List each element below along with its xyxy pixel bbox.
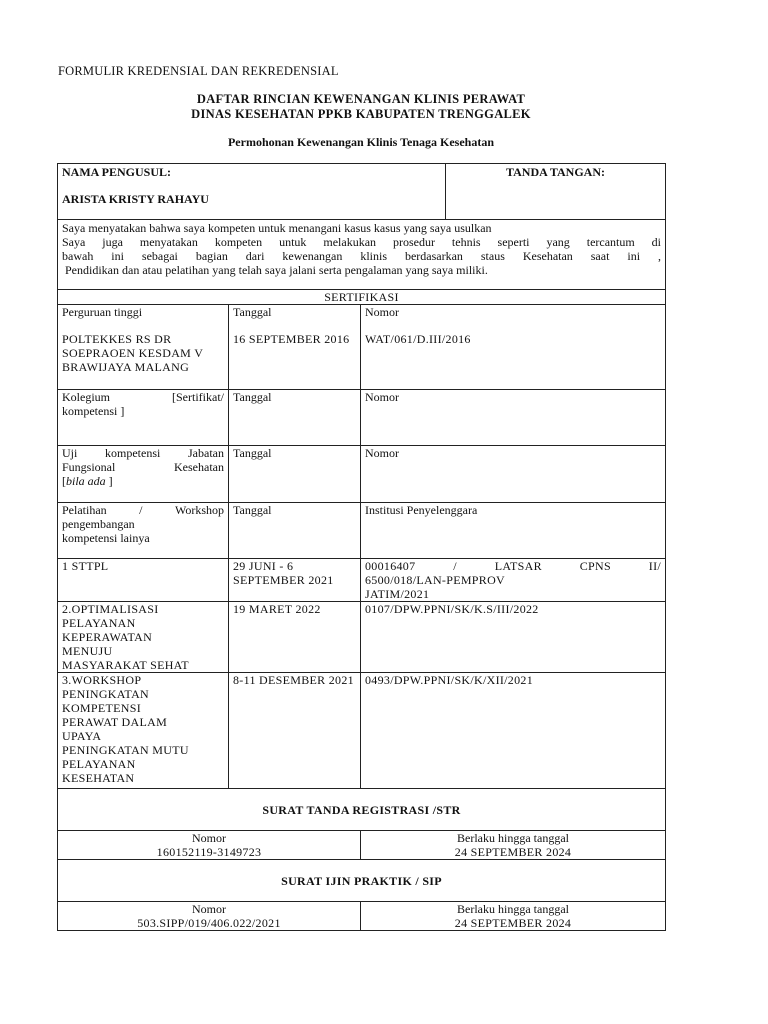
name-label: NAMA PENGUSUL:	[62, 165, 172, 179]
signature-cell	[446, 164, 666, 220]
training-header-row	[58, 503, 666, 559]
statement-line-1: Saya menyatakan bahwa saya kompeten untuk menangani kasus kasus yang saya usulkan	[62, 221, 492, 235]
training-name: 3.WORKSHOP PENINGKATAN KOMPETENSI PERAWAT DALAM UPAYA PENINGKATAN MUTU PELAYANAN KESEHATAN	[58, 673, 229, 789]
document-institution: DINAS KESEHATAN PPKB KABUPATEN TRENGGALEK	[191, 107, 531, 121]
sip-number-label: Nomor	[192, 902, 226, 916]
training-number: 00016407 / LATSAR CPNS II/	[365, 559, 662, 573]
training-number: 0107/DPW.PPNI/SK/K.S/III/2022	[361, 602, 666, 673]
university-date-cell	[229, 305, 361, 390]
training-row	[58, 602, 666, 673]
str-title: SURAT TANDA REGISTRASI /STR	[58, 789, 666, 831]
training-name: 2.OPTIMALISASI PELAYANAN KEPERAWATAN MENUJU MASYARAKAT SEHAT	[58, 602, 229, 673]
document-title: DAFTAR RINCIAN KEWENANGAN KLINIS PERAWAT	[196, 92, 526, 106]
training-number-cell	[361, 559, 666, 602]
applicant-name: ARISTA KRISTY RAHAYU	[62, 192, 209, 206]
sip-title: SURAT IJIN PRAKTIK / SIP	[58, 860, 666, 902]
statement-line-4: Pendidikan dan atau pelatihan yang telah saya jalani serta pengalaman yang saya miliki.	[62, 263, 488, 277]
sip-number-cell	[58, 902, 361, 931]
str-title-row	[58, 789, 666, 831]
certification-header-row	[58, 290, 666, 305]
training-date: 19 MARET 2022	[229, 602, 361, 673]
statement-row	[58, 220, 666, 290]
university-date: 16 SEPTEMBER 2016	[233, 332, 350, 346]
applicant-name-cell	[58, 164, 446, 220]
str-detail-row	[58, 831, 666, 860]
training-date-label: Tanggal	[229, 503, 361, 559]
str-number-label: Nomor	[192, 831, 226, 845]
form-label: FORMULIR KREDENSIAL DAN REKREDENSIAL	[58, 64, 339, 78]
competency-test-label-b: kompetensi	[105, 446, 161, 460]
collegium-row	[58, 390, 666, 446]
collegium-competency-label: kompetensi ]	[62, 404, 125, 418]
training-row	[58, 559, 666, 602]
university-cell	[58, 305, 229, 390]
training-organizer-label: Institusi Penyelenggara	[361, 503, 666, 559]
competency-test-label-e: Kesehatan	[174, 460, 224, 474]
training-label-b: /	[139, 503, 143, 517]
str-number: 160152119-3149723	[156, 845, 262, 859]
certification-title: SERTIFIKASI	[58, 290, 666, 305]
collegium-certificate-label: [Sertifikat/	[172, 390, 224, 404]
training-name: 1 STTPL	[58, 559, 229, 602]
training-date: 29 JUNI - 6 SEPTEMBER 2021	[229, 559, 361, 602]
sip-valid-label: Berlaku hingga tanggal	[457, 902, 569, 916]
sip-title-row	[58, 860, 666, 902]
if-any-note: bila ada	[66, 474, 106, 488]
university-label: Perguruan tinggi	[62, 305, 143, 319]
training-label-a: Pelatihan	[62, 503, 107, 517]
training-header-cell	[58, 503, 229, 559]
training-row	[58, 673, 666, 789]
sip-validity-cell	[361, 902, 666, 931]
credential-form-table	[57, 163, 666, 931]
competency-test-label-a: Uji	[62, 446, 78, 460]
training-label-e: kompetensi lainya	[62, 531, 150, 545]
competency-test-row	[58, 446, 666, 503]
university-number-label: Nomor	[365, 305, 399, 319]
competency-test-cell	[58, 446, 229, 503]
statement-line-3: bawah ini sebagai bagian dari kewenangan klinis berdasarkan staus Kesehatan saat ini ,	[62, 249, 662, 263]
training-number: 0493/DPW.PPNI/SK/K/XII/2021	[361, 673, 666, 789]
statement-line-2: Saya juga menyatakan kompeten untuk melakukan prosedur tehnis seperti yang tercantum di	[62, 235, 662, 249]
competency-test-number-label: Nomor	[361, 446, 666, 503]
collegium-number-label: Nomor	[361, 390, 666, 446]
collegium-date-label: Tanggal	[229, 390, 361, 446]
str-validity-cell	[361, 831, 666, 860]
competency-test-date-label: Tanggal	[229, 446, 361, 503]
bracket-open: [	[62, 474, 66, 488]
university-number: WAT/061/D.III/2016	[365, 332, 471, 346]
collegium-cell	[58, 390, 229, 446]
training-label-c: Workshop	[174, 503, 224, 517]
str-number-cell	[58, 831, 361, 860]
university-number-cell	[361, 305, 666, 390]
competency-test-label-c: Jabatan	[188, 446, 224, 460]
applicant-row	[58, 164, 666, 220]
str-valid-until: 24 SEPTEMBER 2024	[454, 845, 572, 859]
university-name: POLTEKKES RS DR SOEPRAOEN KESDAM V BRAWIJAYA MALANG	[62, 332, 203, 374]
university-date-label: Tanggal	[233, 305, 272, 319]
collegium-label: Kolegium	[62, 390, 110, 404]
document-subtitle: Permohonan Kewenangan Klinis Tenaga Kesehatan	[227, 135, 495, 149]
sip-number: 503.SIPP/019/406.022/2021	[137, 916, 281, 930]
university-row	[58, 305, 666, 390]
training-number-continued: 6500/018/LAN-PEMPROV JATIM/2021	[365, 573, 506, 601]
training-date: 8-11 DESEMBER 2021	[229, 673, 361, 789]
bracket-close: ]	[105, 474, 113, 488]
competency-test-label-d: Fungsional	[62, 460, 116, 474]
signature-label: TANDA TANGAN:	[506, 165, 606, 179]
sip-detail-row	[58, 902, 666, 931]
sip-valid-until: 24 SEPTEMBER 2024	[454, 916, 572, 930]
statement-cell	[58, 220, 666, 290]
training-label-d: pengembangan	[62, 517, 135, 531]
str-valid-label: Berlaku hingga tanggal	[457, 831, 569, 845]
